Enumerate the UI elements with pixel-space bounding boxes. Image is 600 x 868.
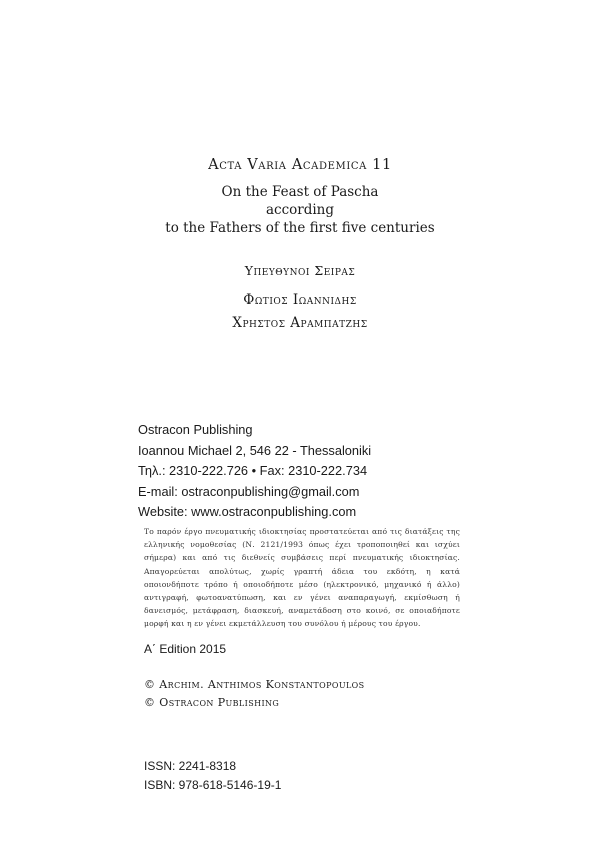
publisher-phone-fax: Τηλ.: 2310-222.726 • Fax: 2310-222.734: [138, 463, 368, 478]
book-title: [0, 183, 600, 237]
copyright-notice: Το παρόν έργο πνευματικής ιδιοκτησίας προστατεύεται από τις διατάξεις της ελληνικής νομοθεσίας (Ν. 2121/1993 όπως έχει τροποποιηθεί και ισχύει σήμερα) και από τις διεθνείς συμβάσεις περί πνευματικής ιδιοκτησίας. Απαγορεύεται απολύτως, χωρίς γραπτή άδεια του εκδότη, η κατά οποιονδήποτε τρόπο ή οποιοδήποτε μέσο (ηλεκτρονικό, μηχανικό ή άλλο) αντιγραφή, φωτοανατύπωση, και εν γένει αναπαραγωγή, εκμίσθωση ή δανεισμός, μετάφραση, διασκευή, αναμετάδοση στο κοινό, σε οποιαδήποτε μορφή και η εν γένει εκμετάλλευση του συνόλου ή μέρους του έργου.: [144, 527, 460, 629]
catalog-codes: [144, 757, 281, 795]
book-title-line: On the Feast of Pascha: [221, 184, 379, 200]
book-title-line: to the Fathers of the first five centuries: [165, 220, 435, 236]
copyright-credits: [144, 676, 365, 712]
copyright-author: © Archim. Anthimos Konstantopoulos: [144, 678, 365, 691]
edition-line: A΄ Edition 2015: [144, 642, 227, 656]
series-editors-heading: Υπευθυνοι Σειρας: [244, 263, 356, 278]
book-title-line: according: [265, 202, 335, 218]
isbn: ISBN: 978-618-5146-19-1: [144, 778, 282, 792]
copyright-publisher: © Ostracon Publishing: [144, 696, 280, 709]
publisher-info: [138, 420, 371, 523]
publisher-name: Ostracon Publishing: [138, 422, 253, 437]
series-title: Acta Varia Academica 11: [208, 157, 392, 173]
publisher-email: E-mail: ostraconpublishing@gmail.com: [138, 483, 360, 499]
publisher-address: Ioannou Michael 2, 546 22 - Thessaloniki: [138, 442, 372, 458]
publisher-website: Website: www.ostraconpublishing.com: [138, 504, 357, 519]
series-editors: [0, 289, 600, 335]
editor-name: Φωτιος Ιωαννιδης: [243, 292, 357, 308]
issn: ISSN: 2241-8318: [144, 759, 237, 773]
editor-name: Χρηστος Αραμπατζης: [232, 315, 368, 331]
